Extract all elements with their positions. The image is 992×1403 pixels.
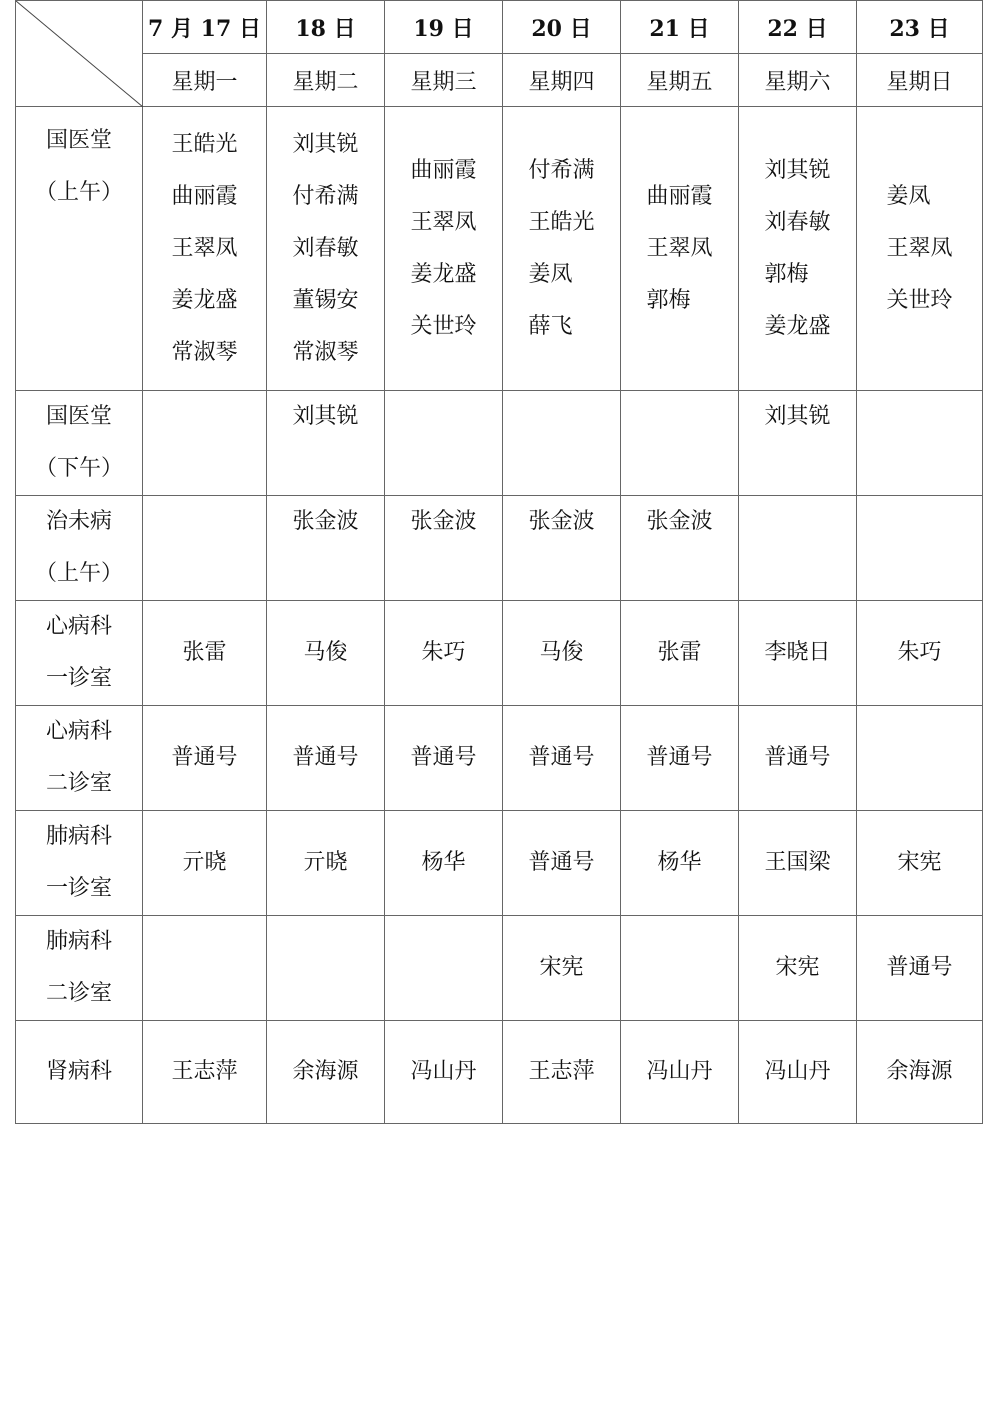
doctor-cell	[857, 107, 983, 391]
doctor-name: 姜龙盛	[171, 287, 238, 313]
doctor-name: 付希满	[292, 183, 359, 209]
doctor-cell	[385, 391, 503, 496]
doctor-list	[764, 145, 830, 353]
doctor-list	[775, 942, 819, 994]
doctor-name: 付希满	[528, 157, 595, 183]
doctor-list	[410, 145, 476, 353]
doctor-list	[764, 837, 830, 889]
doctor-cell	[857, 601, 983, 706]
doctor-list	[886, 171, 952, 327]
doctor-name: 姜凤	[528, 261, 573, 287]
doctor-name: 刘其锐	[292, 404, 359, 429]
doctor-name: 王翠凤	[410, 209, 477, 235]
doctor-list	[410, 732, 476, 784]
doctor-cell	[739, 107, 857, 391]
doctor-name: 薛飞	[528, 313, 573, 339]
department-label: 治未病	[45, 509, 112, 534]
doctor-list	[528, 732, 594, 784]
doctor-name: 余海源	[292, 1059, 359, 1084]
doctor-cell	[739, 1021, 857, 1124]
doctor-cell	[739, 706, 857, 811]
doctor-list	[539, 627, 583, 679]
doctor-name: 刘春敏	[292, 235, 359, 261]
doctor-cell	[621, 391, 739, 496]
doctor-cell	[857, 811, 983, 916]
schedule-row	[16, 811, 983, 916]
department-label: 二诊室	[45, 771, 112, 796]
doctor-name: 杨华	[657, 850, 702, 875]
doctor-cell	[739, 496, 857, 601]
schedule-row	[16, 601, 983, 706]
doctor-list	[292, 496, 358, 548]
doctor-list	[886, 1046, 952, 1098]
doctor-list	[764, 627, 830, 679]
doctor-list	[539, 942, 583, 994]
doctor-list	[292, 1046, 358, 1098]
doctor-cell	[143, 706, 267, 811]
doctor-name: 常淑琴	[292, 339, 359, 365]
doctor-list	[292, 391, 358, 443]
doctor-list	[421, 627, 465, 679]
doctor-name: 曲丽霞	[646, 183, 713, 209]
doctor-list	[528, 145, 594, 353]
department-cell	[16, 601, 143, 706]
doctor-cell	[267, 1021, 385, 1124]
corner-cell	[16, 1, 143, 107]
schedule-row	[16, 916, 983, 1021]
department-cell	[16, 391, 143, 496]
doctor-list	[292, 732, 358, 784]
doctor-name: 董锡安	[292, 287, 359, 313]
weekday-row	[16, 54, 983, 107]
doctor-cell	[857, 706, 983, 811]
doctor-cell	[739, 916, 857, 1021]
schedule-row	[16, 391, 983, 496]
doctor-cell	[739, 601, 857, 706]
doctor-name: 王翠凤	[886, 235, 953, 261]
doctor-name: 关世玲	[410, 313, 477, 339]
department-label: （上午）	[34, 561, 123, 586]
doctor-name: 宋宪	[897, 850, 942, 875]
doctor-name: 张雷	[657, 640, 702, 665]
doctor-name: 姜凤	[886, 183, 931, 209]
doctor-list	[646, 496, 712, 548]
doctor-cell	[857, 916, 983, 1021]
doctor-list	[292, 119, 358, 379]
doctor-name: 张金波	[410, 509, 477, 534]
doctor-cell	[503, 811, 621, 916]
doctor-name: 曲丽霞	[171, 183, 238, 209]
schedule-row	[16, 496, 983, 601]
doctor-list	[303, 837, 347, 889]
department-cell	[16, 1021, 143, 1124]
doctor-name: 王志萍	[171, 1059, 238, 1084]
doctor-name: 姜龙盛	[410, 261, 477, 287]
doctor-list	[646, 1046, 712, 1098]
doctor-list	[171, 119, 237, 379]
doctor-cell	[739, 811, 857, 916]
doctor-name: 刘其锐	[764, 157, 831, 183]
doctor-name: 马俊	[303, 640, 348, 665]
date-row	[16, 1, 983, 54]
schedule-row	[16, 706, 983, 811]
doctor-name: 朱巧	[421, 640, 466, 665]
diagonal-line	[16, 1, 143, 107]
doctor-cell	[143, 811, 267, 916]
department-cell	[16, 706, 143, 811]
doctor-list	[410, 496, 476, 548]
department-cell	[16, 107, 143, 391]
doctor-name: 马俊	[539, 640, 584, 665]
doctor-cell	[267, 496, 385, 601]
doctor-list	[410, 1046, 476, 1098]
doctor-name: 王国梁	[764, 850, 831, 875]
doctor-name: 李晓日	[764, 640, 831, 665]
weekday-cell: 星期四	[503, 54, 621, 107]
doctor-cell	[143, 391, 267, 496]
doctor-name: 宋宪	[775, 955, 820, 980]
doctor-name: 冯山丹	[646, 1059, 713, 1084]
department-label: 肺病科	[45, 929, 112, 954]
weekday-cell: 星期二	[267, 54, 385, 107]
department-label: 一诊室	[45, 666, 112, 691]
doctor-name: 宋宪	[539, 955, 584, 980]
doctor-cell	[503, 706, 621, 811]
doctor-name: 张金波	[646, 509, 713, 534]
department-cell	[16, 916, 143, 1021]
doctor-cell	[143, 601, 267, 706]
doctor-name: 王志萍	[528, 1059, 595, 1084]
weekday-cell: 星期五	[621, 54, 739, 107]
doctor-cell	[267, 916, 385, 1021]
doctor-cell	[621, 601, 739, 706]
weekday-cell: 星期三	[385, 54, 503, 107]
doctor-cell	[267, 811, 385, 916]
doctor-cell	[857, 391, 983, 496]
doctor-name: 冯山丹	[764, 1059, 831, 1084]
doctor-list	[657, 627, 701, 679]
doctor-name: 王皓光	[528, 209, 595, 235]
doctor-list	[764, 391, 830, 443]
doctor-cell	[739, 391, 857, 496]
doctor-name: 亓晓	[303, 850, 348, 875]
doctor-name: 冯山丹	[410, 1059, 477, 1084]
doctor-cell	[143, 496, 267, 601]
doctor-cell	[385, 496, 503, 601]
department-label: 心病科	[45, 719, 112, 744]
doctor-name: 余海源	[886, 1059, 953, 1084]
doctor-cell	[267, 706, 385, 811]
doctor-name: 刘春敏	[764, 209, 831, 235]
doctor-name: 王翠凤	[646, 235, 713, 261]
doctor-cell	[857, 1021, 983, 1124]
doctor-cell	[385, 916, 503, 1021]
doctor-cell	[503, 916, 621, 1021]
doctor-name: 刘其锐	[764, 404, 831, 429]
department-label: （下午）	[34, 456, 123, 481]
doctor-cell	[143, 916, 267, 1021]
doctor-cell	[267, 391, 385, 496]
department-label: 肺病科	[45, 824, 112, 849]
doctor-cell	[503, 601, 621, 706]
doctor-name: 张金波	[292, 509, 359, 534]
doctor-name: 普通号	[292, 745, 359, 770]
date-cell: 18 日	[267, 1, 385, 54]
doctor-cell	[385, 107, 503, 391]
doctor-list	[182, 837, 226, 889]
doctor-name: 郭梅	[764, 261, 809, 287]
date-cell: 7 月 17 日	[143, 1, 267, 54]
doctor-cell	[503, 1021, 621, 1124]
doctor-cell	[267, 601, 385, 706]
doctor-name: 关世玲	[886, 287, 953, 313]
doctor-name: 杨华	[421, 850, 466, 875]
schedule-row	[16, 107, 983, 391]
department-label: 二诊室	[45, 981, 112, 1006]
doctor-name: 朱巧	[897, 640, 942, 665]
weekday-cell: 星期一	[143, 54, 267, 107]
doctor-name: 普通号	[171, 745, 238, 770]
doctor-list	[528, 496, 594, 548]
department-label: 国医堂	[45, 404, 112, 429]
doctor-name: 普通号	[764, 745, 831, 770]
department-label: （上午）	[34, 180, 123, 205]
doctor-name: 普通号	[528, 850, 595, 875]
doctor-cell	[143, 107, 267, 391]
doctor-list	[171, 1046, 237, 1098]
doctor-name: 郭梅	[646, 287, 691, 313]
doctor-cell	[621, 706, 739, 811]
doctor-cell	[385, 706, 503, 811]
doctor-cell	[621, 811, 739, 916]
doctor-name: 普通号	[528, 745, 595, 770]
doctor-list	[886, 942, 952, 994]
doctor-cell	[621, 496, 739, 601]
doctor-cell	[621, 1021, 739, 1124]
doctor-list	[646, 732, 712, 784]
weekday-cell: 星期六	[739, 54, 857, 107]
doctor-name: 张金波	[528, 509, 595, 534]
doctor-list	[646, 171, 712, 327]
doctor-cell	[621, 107, 739, 391]
department-label: 一诊室	[45, 876, 112, 901]
doctor-list	[171, 732, 237, 784]
date-cell: 20 日	[503, 1, 621, 54]
date-cell: 21 日	[621, 1, 739, 54]
doctor-list	[528, 837, 594, 889]
doctor-cell	[503, 496, 621, 601]
doctor-name: 亓晓	[182, 850, 227, 875]
doctor-cell	[857, 496, 983, 601]
department-label: 心病科	[45, 614, 112, 639]
department-cell	[16, 811, 143, 916]
doctor-list	[897, 627, 941, 679]
doctor-name: 王皓光	[171, 131, 238, 157]
doctor-cell	[385, 811, 503, 916]
doctor-cell	[143, 1021, 267, 1124]
doctor-name: 普通号	[646, 745, 713, 770]
doctor-name: 常淑琴	[171, 339, 238, 365]
doctor-list	[528, 1046, 594, 1098]
doctor-list	[303, 627, 347, 679]
doctor-list	[764, 732, 830, 784]
date-cell: 23 日	[857, 1, 983, 54]
doctor-name: 普通号	[410, 745, 477, 770]
date-cell: 19 日	[385, 1, 503, 54]
doctor-cell	[385, 1021, 503, 1124]
doctor-name: 张雷	[182, 640, 227, 665]
doctor-cell	[503, 391, 621, 496]
department-cell	[16, 496, 143, 601]
doctor-cell	[267, 107, 385, 391]
doctor-list	[764, 1046, 830, 1098]
date-cell: 22 日	[739, 1, 857, 54]
department-label: 国医堂	[45, 128, 112, 153]
doctor-cell	[385, 601, 503, 706]
doctor-name: 刘其锐	[292, 131, 359, 157]
department-label: 肾病科	[45, 1059, 112, 1084]
doctor-list	[897, 837, 941, 889]
duty-schedule-table	[15, 0, 983, 1124]
doctor-name: 普通号	[886, 955, 953, 980]
doctor-name: 姜龙盛	[764, 313, 831, 339]
schedule-row	[16, 1021, 983, 1124]
doctor-list	[182, 627, 226, 679]
doctor-name: 曲丽霞	[410, 157, 477, 183]
doctor-list	[421, 837, 465, 889]
doctor-cell	[621, 916, 739, 1021]
doctor-list	[657, 837, 701, 889]
doctor-name: 王翠凤	[171, 235, 238, 261]
weekday-cell: 星期日	[857, 54, 983, 107]
doctor-cell	[503, 107, 621, 391]
